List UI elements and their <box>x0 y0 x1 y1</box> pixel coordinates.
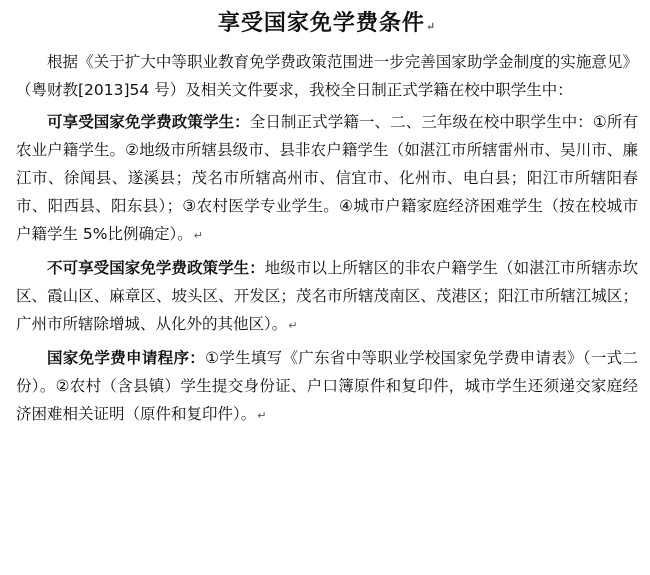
eligible-students-paragraph <box>16 108 638 250</box>
document-title-text: 享受国家免学费条件 <box>217 10 425 36</box>
application-procedure-paragraph <box>16 344 638 430</box>
eligible-students-heading: 可享受国家免学费政策学生： <box>47 113 250 131</box>
application-procedure-text: ①学生填写《广东省中等职业学校国家免学费申请表》（一式二份）。②农村（含县镇）学生提交身份证、户口簿原件和复印件，城市学生还须递交家庭经济困难相关证明（原件和复印件）。 <box>16 349 638 423</box>
paragraph-mark-icon: ↵ <box>288 319 298 332</box>
ineligible-students-text: 地级市以上所辖区的非农户籍学生（如湛江市所辖赤坎区、霞山区、麻章区、坡头区、开发区；茂名市所辖茂南区、茂港区；阳江市所辖江城区；广州市所辖除增城、从化外的其他区）。 <box>16 259 638 333</box>
ineligible-students-heading: 不可享受国家免学费政策学生： <box>47 259 265 277</box>
paragraph-mark-icon: ↵ <box>257 409 267 422</box>
ineligible-students-paragraph <box>16 254 638 340</box>
eligible-students-text: 全日制正式学籍一、二、三年级在校中职学生中：①所有农业户籍学生。②地级市所辖县级市、县非农户籍学生（如湛江市所辖雷州市、吴川市、廉江市、徐闻县、遂溪县；茂名市所辖高州市、信宜市、化州市、电白县；阳江市所辖阳春市、阳西县、阳东县）；③农村医学专业学生。④城市户籍家庭经济困难学生（按在校城市户籍学生 5%比例确定）。 <box>16 113 638 243</box>
intro-paragraph <box>16 48 638 104</box>
paragraph-mark-icon: ↵ <box>425 20 437 33</box>
application-procedure-heading: 国家免学费申请程序： <box>47 349 206 367</box>
document-title <box>16 0 638 40</box>
intro-text: 根据《关于扩大中等职业教育免学费政策范围进一步完善国家助学金制度的实施意见》（粤财教[2013]54 号）及相关文件要求，我校全日制正式学籍在校中职学生中： <box>16 53 638 99</box>
paragraph-mark-icon: ↵ <box>193 229 203 242</box>
